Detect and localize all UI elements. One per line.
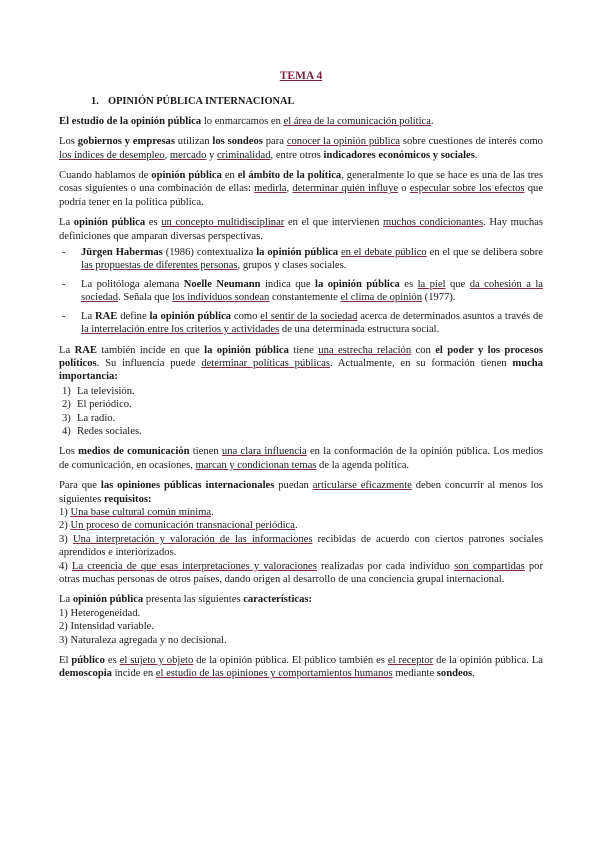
paragraph-concept	[59, 216, 543, 243]
underlined-term: la piel	[417, 278, 446, 290]
text: recibidas de acuerdo con ciertos patrones sociales aprendidos e interiorizados.	[59, 533, 543, 559]
text: (1977).	[422, 292, 456, 304]
text: es	[145, 217, 162, 229]
bold-term: la opinión pública	[204, 344, 289, 356]
text: mediante	[392, 668, 437, 680]
bold-term: opinión pública	[151, 170, 222, 182]
underlined-term: la interrelación entre los criterios y actividades	[81, 324, 280, 336]
bold-term: los sondeos	[212, 136, 263, 148]
list-item-label: La televisión.	[77, 385, 135, 397]
text: presenta las siguientes	[143, 594, 244, 606]
text: La	[59, 344, 75, 356]
paragraph-public	[59, 654, 543, 681]
underlined-term: determinar políticas públicas	[201, 357, 330, 369]
text: que	[445, 278, 470, 290]
bold-term: RAE	[74, 344, 97, 356]
bold-term: indicadores económicos y sociales	[323, 149, 475, 161]
underlined-term: criminalidad	[216, 149, 271, 161]
underlined-term: La creencia de que esas interpretaciones y valoraciones	[71, 560, 317, 572]
text: , generalmente lo que se hace es una de las tres cosas siguientes o una combinación de ellas:	[59, 170, 543, 195]
underlined-term: determinar quién influye	[292, 183, 399, 195]
underlined-term: mercado	[169, 149, 207, 161]
text: en el que intervienen	[284, 217, 383, 229]
list-number: 3)	[59, 533, 73, 545]
text: de la agenda política.	[316, 459, 410, 471]
list-item	[59, 560, 543, 587]
section-heading-text: OPINIÓN PÚBLICA INTERNACIONAL	[108, 96, 295, 108]
text: en la conformación de la opinión pública. Los medios de comunicación, en ocasiones,	[59, 446, 543, 471]
underlined-term: Una base cultural común mínima	[70, 506, 212, 518]
paragraph-media	[59, 445, 543, 472]
text: constantemente	[269, 292, 341, 304]
list-item: 2) Intensidad variable.	[59, 621, 155, 633]
list-number: 4)	[62, 425, 71, 437]
text: La	[81, 310, 95, 322]
paragraph-study	[59, 115, 543, 128]
bold-term: RAE	[95, 310, 118, 322]
text: .	[472, 668, 475, 680]
text: . Hay muchas definiciones que amparan diversas perspectivas.	[59, 217, 543, 242]
bold-term: las opiniones públicas internacionales	[100, 480, 275, 492]
underlined-term: Una interpretación y valoración de las informaciones	[72, 533, 313, 545]
text: utilizan	[174, 136, 213, 148]
text: La	[59, 594, 73, 606]
text: Para que	[59, 480, 101, 492]
text: . Señala que	[118, 292, 173, 304]
list-item-label: La radio.	[77, 412, 116, 424]
text: en el que se delibera sobre	[426, 247, 544, 259]
text: y	[206, 149, 217, 161]
list-item-label: El periódico.	[77, 399, 132, 411]
paragraph-rae-power	[59, 344, 543, 384]
list-number: 2)	[59, 520, 71, 532]
text: . Su influencia puede	[96, 357, 202, 369]
text: El	[59, 655, 72, 667]
bold-term: opinión pública	[73, 217, 146, 229]
bold-term: demoscopia	[59, 668, 112, 680]
text: con	[411, 344, 436, 356]
underlined-term: las propuestas de diferentes personas	[81, 260, 238, 272]
text: realizadas por cada individuo	[316, 560, 455, 572]
underlined-term: una clara influencia	[221, 446, 307, 458]
text: , grupos y clases sociales.	[237, 260, 347, 272]
underlined-term: son compartidas	[454, 560, 525, 572]
text: indica que	[260, 278, 316, 290]
text: .	[294, 520, 298, 532]
bold-term: características:	[243, 594, 313, 606]
list-item	[59, 519, 543, 532]
text: tiene	[288, 344, 319, 356]
requirements-list	[59, 506, 543, 586]
text: es	[104, 655, 120, 667]
bold-term: la opinión pública	[149, 310, 232, 322]
underlined-term: Un proceso de comunicación transnacional periódica	[70, 520, 295, 532]
text: o	[398, 183, 410, 195]
underlined-term: marcan y condicionan temas	[195, 459, 317, 471]
bold-term: el ámbito de la política	[237, 170, 342, 182]
underlined-term: un concepto multidisciplinar	[161, 217, 285, 229]
bold-term: gobiernos y empresas	[77, 136, 175, 148]
bold-term: requisitos:	[104, 493, 152, 505]
text: por otras muchas personas de otros países, dando origen al desarrollo de una conciencia grupal internacional.	[59, 560, 543, 585]
definition-neumann	[59, 278, 543, 305]
list-number: 2)	[62, 399, 71, 411]
text: incide en	[111, 668, 156, 680]
underlined-term: conocer la opinión pública	[286, 136, 401, 148]
text: ,	[286, 183, 293, 195]
text: acerca de determinados asuntos a través de	[357, 310, 543, 322]
paragraph-politics	[59, 169, 543, 209]
bold-term: mucha importancia:	[59, 357, 543, 383]
bold-term: Jürgen Habermas	[81, 247, 163, 259]
text: define	[117, 310, 150, 322]
text: deben concurrir al menos los siguientes	[59, 480, 544, 505]
text: Los	[59, 136, 78, 148]
underlined-term: medirla	[254, 183, 287, 195]
text: es	[399, 278, 418, 290]
underlined-term: da cohesión a la sociedad	[81, 278, 544, 304]
text: Cuando hablamos de	[59, 170, 152, 182]
text: .	[474, 149, 478, 161]
definition-rae	[59, 310, 543, 337]
bold-term: Noelle Neumann	[183, 278, 261, 290]
underlined-term: especular sobre los efectos	[409, 183, 525, 195]
text: ,	[164, 149, 170, 161]
list-item	[59, 398, 543, 411]
definition-habermas	[59, 246, 543, 273]
text: (1986) contextualiza	[162, 247, 257, 259]
underlined-term: el sentir de la sociedad	[260, 310, 358, 322]
underlined-term: muchos condicionantes	[382, 217, 484, 229]
text: .	[430, 115, 434, 127]
underlined-term: el clima de opinión	[340, 292, 423, 304]
text: de la opinión pública. El público también es	[193, 655, 388, 667]
text: que podría tener en la política pública.	[59, 183, 544, 208]
characteristics-list	[59, 607, 543, 647]
text: en	[221, 170, 238, 182]
section-number: 1.	[91, 96, 99, 108]
underlined-term: el estudio de las opiniones y comportamientos humanos	[155, 668, 393, 680]
text: puedan	[274, 480, 313, 492]
bold-term: la opinión pública	[256, 247, 339, 259]
section-heading	[91, 95, 543, 108]
text: .	[211, 506, 214, 518]
list-item-label: Redes sociales.	[77, 425, 142, 437]
list-item	[59, 506, 543, 519]
text: . Actualmente, en su formación tienen	[329, 357, 513, 369]
list-number: 1)	[59, 506, 71, 518]
underlined-term: el receptor	[387, 655, 434, 667]
list-item	[59, 425, 543, 438]
bold-term: público	[71, 655, 105, 667]
bold-term: sondeos	[436, 668, 473, 680]
underlined-term: articularse eficazmente	[312, 480, 412, 492]
text: tienen	[189, 446, 222, 458]
text: La	[59, 217, 74, 229]
text: para	[262, 136, 287, 148]
paragraph-characteristics	[59, 593, 543, 606]
list-number: 1)	[62, 385, 71, 397]
underlined-term: los individuos sondean	[172, 292, 270, 304]
bold-term: opinión pública	[72, 594, 144, 606]
paragraph-governments	[59, 135, 543, 162]
bold-term: El estudio de la opinión pública	[59, 115, 202, 127]
list-item: 3) Naturaleza agregada y no decisional.	[59, 634, 227, 646]
text: lo enmarcamos en	[201, 115, 284, 127]
document-title: TEMA 4	[279, 70, 323, 82]
underlined-term: el área de la comunicación política	[283, 115, 431, 127]
underlined-term: en el debate público	[340, 247, 427, 259]
text: , entre otros	[270, 149, 324, 161]
list-number: 4)	[59, 560, 72, 572]
bold-term: medios de comunicación	[78, 446, 190, 458]
text: de la opinión pública. La	[433, 655, 544, 667]
text: también incide en que	[96, 344, 205, 356]
definitions-list	[59, 246, 543, 336]
bold-term: el poder y los procesos políticos	[59, 344, 544, 369]
media-list	[59, 385, 543, 439]
list-item: 1) Heterogeneidad.	[59, 607, 141, 619]
bold-term: la opinión pública	[315, 278, 400, 290]
list-number: 3)	[62, 412, 71, 424]
text: de una determinada estructura social.	[279, 324, 440, 336]
paragraph-requirements	[59, 479, 543, 506]
text: como	[231, 310, 261, 322]
text: sobre cuestiones de interés como	[400, 136, 543, 148]
text: Los	[59, 446, 79, 458]
list-item	[59, 533, 543, 560]
text: La politóloga alemana	[81, 278, 184, 290]
underlined-term: los índices de desempleo	[59, 149, 165, 161]
underlined-term: el sujeto y objeto	[119, 655, 194, 667]
underlined-term: una estrecha relación	[318, 344, 412, 356]
list-item	[59, 385, 543, 398]
list-item	[59, 412, 543, 425]
